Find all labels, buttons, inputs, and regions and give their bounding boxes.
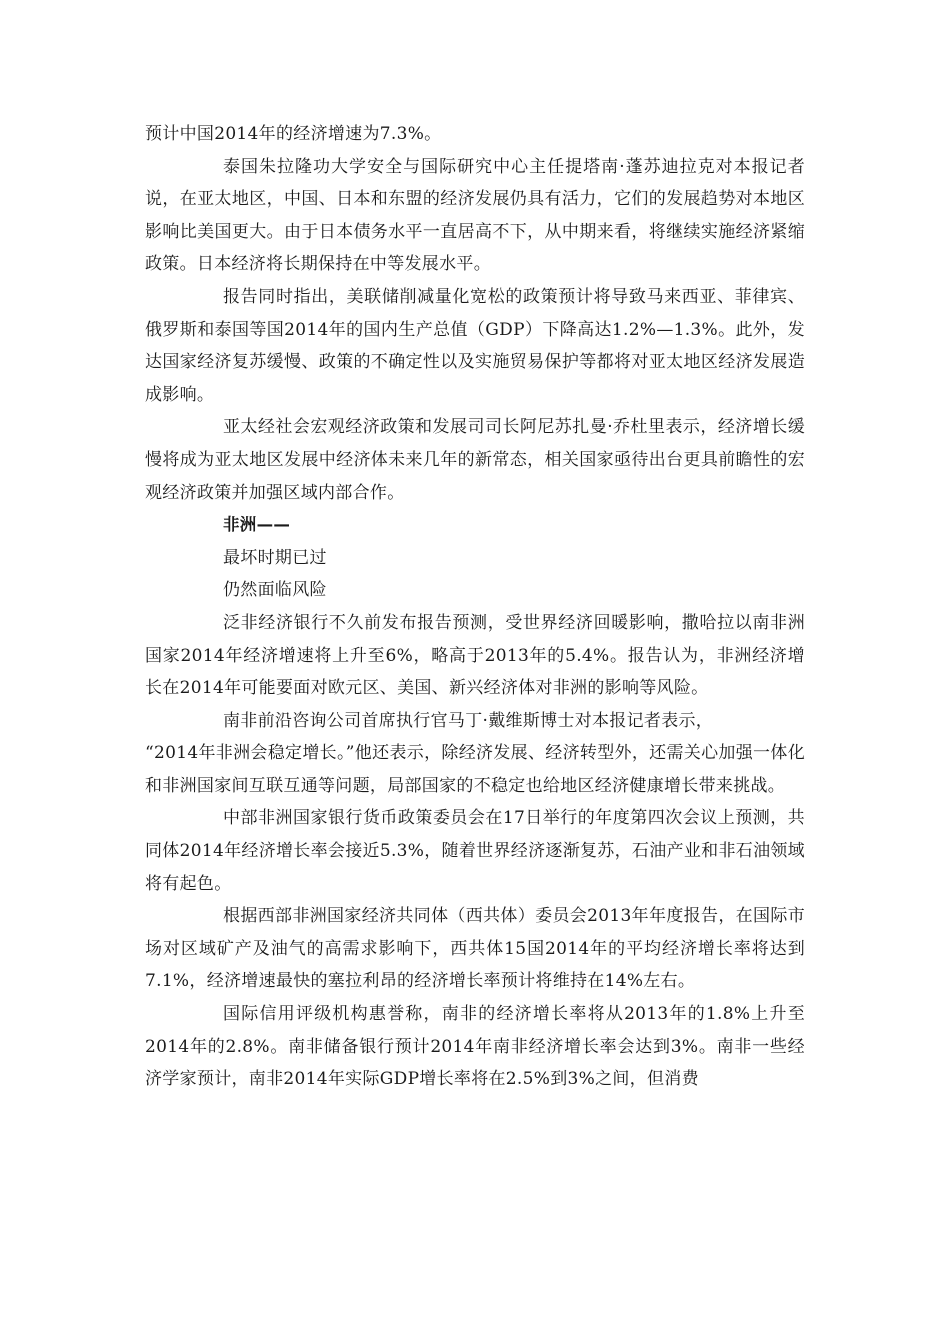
paragraph-south-africa-consultant-quote: “2014年非洲会稳定增长。”他还表示，除经济发展、经济转型外，还需关心加强一体化和非洲国家间互联互通等问题，局部国家的不稳定也给地区经济健康增长带来挑战。 <box>145 743 805 796</box>
paragraph-pan-african-bank: 泛非经济银行不久前发布报告预测，受世界经济回暖影响，撒哈拉以南非洲国家2014年经济增速将上升至6%，略高于2013年的5.4%。报告认为，非洲经济增长在2014年可能要面对欧元区、美国、新兴经济体对非洲的影响等风险。 <box>145 612 805 699</box>
paragraph-central-africa-bank: 中部非洲国家银行货币政策委员会在17日举行的年度第四次会议上预测，共同体2014年经济增长率会接近5.3%，随着世界经济逐渐复苏，石油产业和非石油领域将有起色。 <box>145 808 805 894</box>
paragraph-ecowas-report: 根据西部非洲国家经济共同体（西共体）委员会2013年年度报告，在国际市场对区域矿产及油气的高需求影响下，西共体15国2014年的平均经济增长率将达到7.1%，经济增速最快的塞拉利昂的经济增长率预计将维持在14%左右。 <box>145 906 805 992</box>
paragraph-fed-impact: 报告同时指出，美联储削减量化宽松的政策预计将导致马来西亚、菲律宾、俄罗斯和泰国等国2014年的国内生产总值（GDP）下降高达1.2%—1.3%。此外，发达国家经济复苏缓慢、政策的不确定性以及实施贸易保护等都将对亚太地区经济发展造成影响。 <box>145 286 805 405</box>
paragraph-china-forecast: 预计中国2014年的经济增速为7.3%。 <box>145 124 442 144</box>
paragraph-fitch-south-africa: 国际信用评级机构惠誉称，南非的经济增长率将从2013年的1.8%上升至2014年的2.8%。南非储备银行预计2014年南非经济增长率会达到3%。南非一些经济学家预计，南非2014年实际GDP增长率将在2.5%到3%之间，但消费 <box>145 1004 805 1090</box>
section-heading-africa: 非洲—— <box>223 515 291 535</box>
paragraph-thailand-expert: 泰国朱拉隆功大学安全与国际研究中心主任提塔南·蓬苏迪拉克对本报记者说，在亚太地区，中国、日本和东盟的经济发展仍具有活力，它们的发展趋势对本地区影响比美国更大。由于日本债务水平一直居高不下，从中期来看，将继续实施经济紧缩政策。日本经济将长期保持在中等发展水平。 <box>145 156 805 275</box>
section-subheading-2: 仍然面临风险 <box>223 580 327 601</box>
document-body <box>145 118 805 1096</box>
paragraph-south-africa-consultant-intro: 南非前沿咨询公司首席执行官马丁·戴维斯博士对本报记者表示， <box>223 710 714 731</box>
section-subheading-1: 最坏时期已过 <box>223 547 327 568</box>
paragraph-escap: 亚太经社会宏观经济政策和发展司司长阿尼苏扎曼·乔杜里表示，经济增长缓慢将成为亚太地区发展中经济体未来几年的新常态，相关国家亟待出台更具前瞻性的宏观经济政策并加强区域内部合作。 <box>145 417 805 503</box>
